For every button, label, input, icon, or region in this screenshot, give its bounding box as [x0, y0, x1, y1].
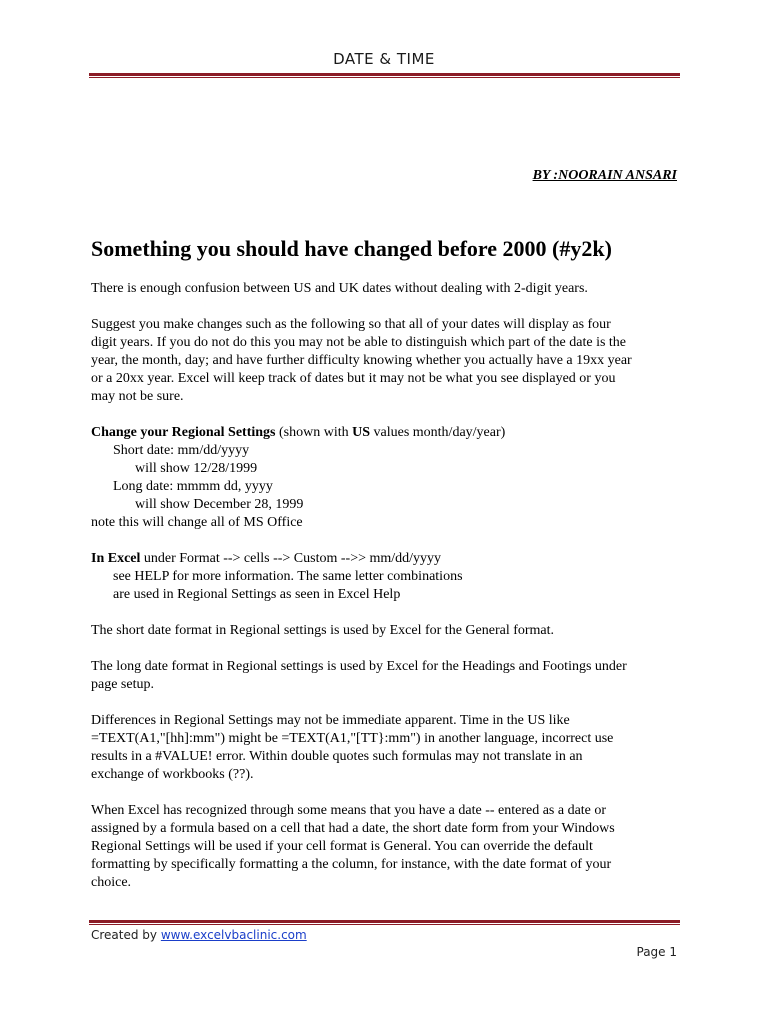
page-number: Page 1 [636, 945, 677, 959]
paragraph-when-excel [91, 802, 681, 892]
excel-lead-line [91, 550, 681, 568]
paragraph-in-excel [91, 550, 681, 604]
text-line: choice. [91, 875, 132, 890]
short-date-line: Short date: mm/dd/yyyy [113, 443, 250, 458]
regional-lead-mid: (shown with [275, 425, 353, 440]
text-line: assigned by a formula based on a cell that had a date, the short date form from your Windows [91, 821, 615, 836]
office-note: note this will change all of MS Office [91, 515, 303, 530]
text-line: exchange of workbooks (??). [91, 767, 254, 782]
paragraph-intro: There is enough confusion between US and UK dates without dealing with 2-digit years. [91, 281, 588, 296]
text-line: The long date format in Regional settings is used by Excel for the Headings and Footings under [91, 659, 627, 674]
excel-help-line: see HELP for more information. The same letter combinations [113, 569, 463, 584]
article-body [91, 280, 681, 910]
text-line: Differences in Regional Settings may not be immediate apparent. Time in the US like [91, 713, 570, 728]
footer-credit [91, 928, 307, 942]
footer-website-link[interactable]: www.excelvbaclinic.com [160, 928, 307, 942]
paragraph-suggest [91, 316, 681, 406]
author-byline: BY :NOORAIN ANSARI [532, 168, 677, 183]
page-header-title: DATE & TIME [333, 50, 435, 68]
paragraph-short-format: The short date format in Regional settings is used by Excel for the General format. [91, 623, 555, 638]
excel-lead-bold: In Excel [91, 551, 141, 566]
text-line: results in a #VALUE! error. Within double quotes such formulas may not translate in an [91, 749, 583, 764]
text-line: Suggest you make changes such as the following so that all of your dates will display as four [91, 317, 611, 332]
footer-divider [89, 920, 680, 925]
text-line: year, the month, day; and have further difficulty knowing whether you actually have a 19xx year [91, 353, 632, 368]
text-line: or a 20xx year. Excel will keep track of dates but it may not be what you see displayed or you [91, 371, 616, 386]
regional-lead-tail: values month/day/year) [370, 425, 506, 440]
text-line: When Excel has recognized through some means that you have a date -- entered as a date or [91, 803, 607, 818]
paragraph-long-format [91, 658, 681, 694]
footer-created-label: Created by [91, 928, 161, 942]
article-heading: Something you should have changed before 2000 (#y2k) [91, 236, 612, 261]
text-line: page setup. [91, 677, 154, 692]
paragraph-regional-settings [91, 424, 681, 532]
short-date-example: will show 12/28/1999 [135, 461, 258, 476]
text-line: formatting by specifically formatting a the column, for instance, with the date format of your [91, 857, 612, 872]
regional-us-bold: US [352, 425, 371, 440]
text-line: =TEXT(A1,"[hh]:mm") might be =TEXT(A1,"[TT}:mm") in another language, incorrect use [91, 731, 614, 746]
long-date-example: will show December 28, 1999 [135, 497, 304, 512]
header-divider [89, 73, 680, 78]
regional-lead-bold: Change your Regional Settings [91, 425, 276, 440]
long-date-line: Long date: mmmm dd, yyyy [113, 479, 273, 494]
excel-lead-tail: under Format --> cells --> Custom -->> mm/dd/yyyy [140, 551, 442, 566]
excel-help-line-2: are used in Regional Settings as seen in Excel Help [113, 587, 401, 602]
paragraph-differences [91, 712, 681, 784]
text-line: digit years. If you do not do this you may not be able to distinguish which part of the date is the [91, 335, 627, 350]
regional-lead-line [91, 424, 681, 442]
text-line: may not be sure. [91, 389, 184, 404]
text-line: Regional Settings will be used if your cell format is General. You can override the default [91, 839, 593, 854]
